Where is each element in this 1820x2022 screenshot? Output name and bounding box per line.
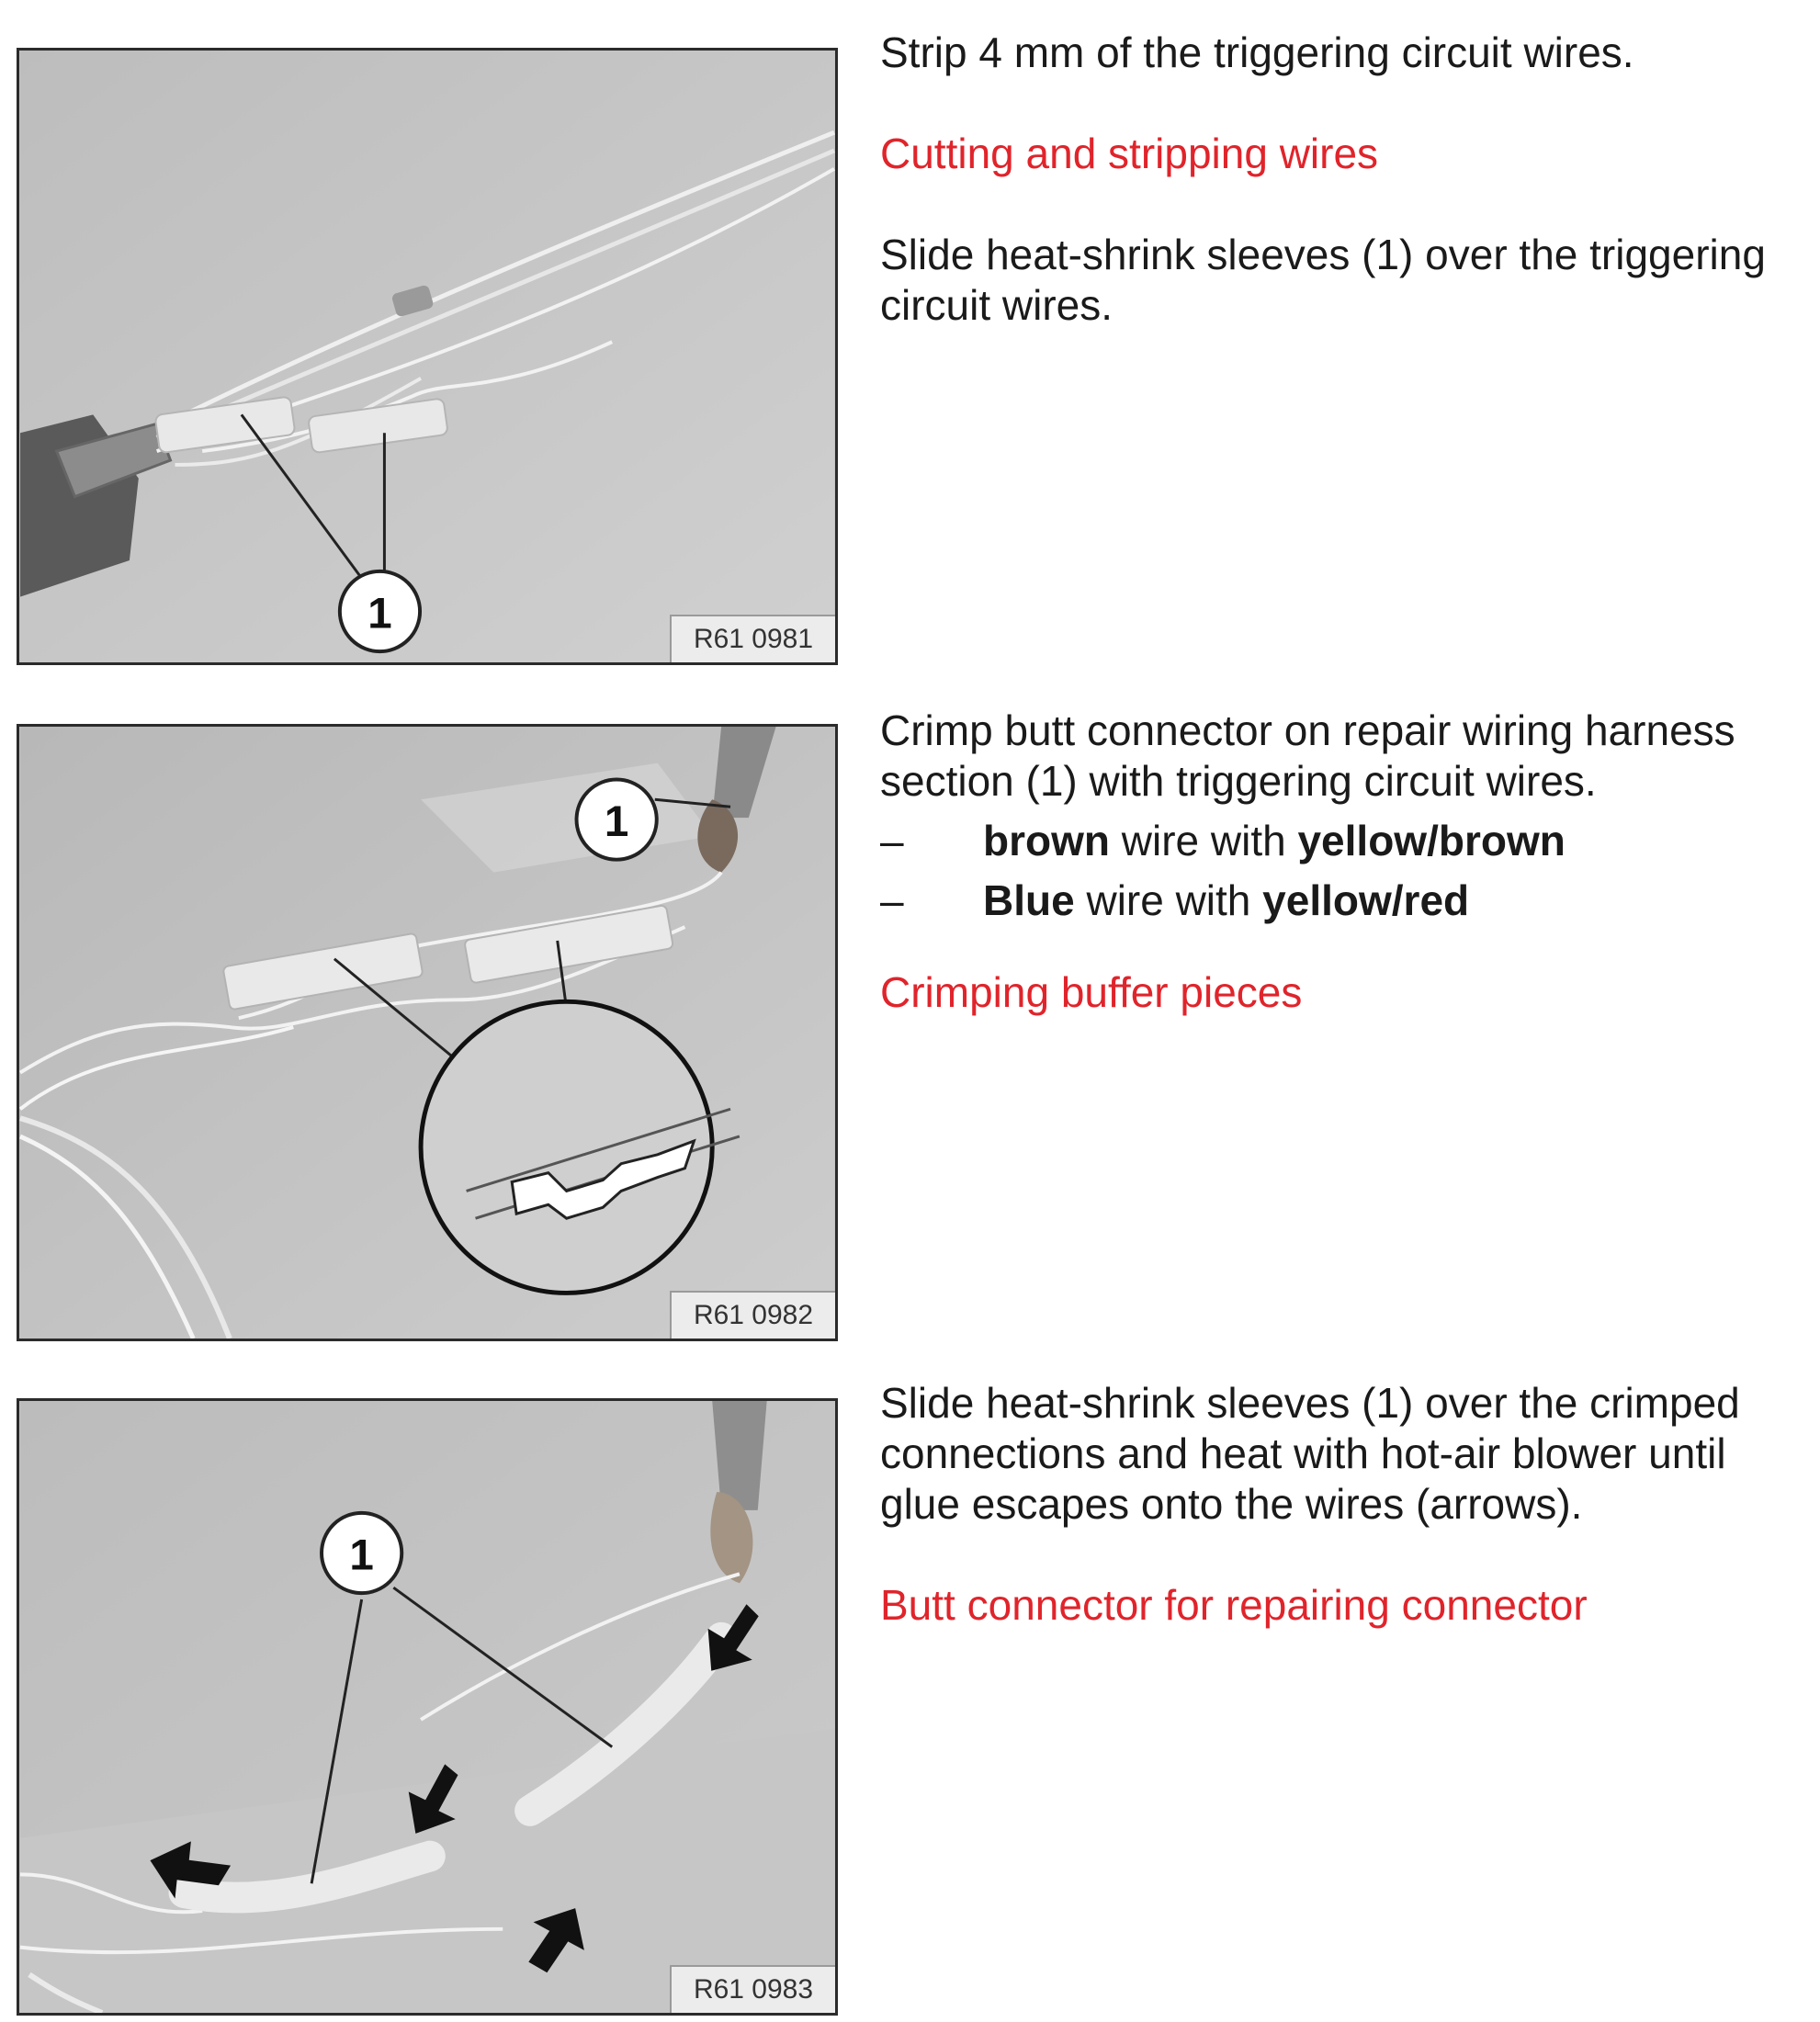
bullet-item xyxy=(880,816,1799,866)
figure-1-stripping-wires xyxy=(17,48,838,665)
figure-2-illustration xyxy=(19,727,835,1339)
section-2-text xyxy=(880,706,1799,1018)
instruction-text: Slide heat-shrink sleeves (1) over the crimped connections and heat with hot-air blower until glue escapes onto the wires (arrows). xyxy=(880,1379,1740,1528)
figure-1-illustration xyxy=(19,51,835,662)
section-3-text xyxy=(880,1378,1799,1631)
instruction-text: Crimp butt connector on repair wiring harness section (1) with triggering circuit wires. xyxy=(880,706,1735,805)
bullet-connector: wire with xyxy=(1109,817,1298,864)
bullet-dash: – xyxy=(880,817,904,864)
figure-3-illustration xyxy=(19,1401,835,2013)
figure-code: R61 0981 xyxy=(670,615,835,662)
instruction-text: Slide heat-shrink sleeves (1) over the triggering circuit wires. xyxy=(880,231,1766,329)
bullet-item xyxy=(880,875,1799,926)
wire-color: yellow/red xyxy=(1262,876,1470,924)
figure-2-crimping xyxy=(17,724,838,1341)
wire-color: Blue xyxy=(983,876,1075,924)
instruction-text: Strip 4 mm of the triggering circuit wires. xyxy=(880,28,1634,76)
callout-1: 1 xyxy=(349,1531,374,1580)
bullet-connector: wire with xyxy=(1074,876,1263,924)
callout-1: 1 xyxy=(367,589,392,638)
figure-code: R61 0983 xyxy=(670,1965,835,2013)
bullet-dash: – xyxy=(880,876,904,924)
section-1-text xyxy=(880,28,1799,331)
section-heading: Crimping buffer pieces xyxy=(880,968,1303,1016)
wire-color: yellow/brown xyxy=(1297,817,1566,864)
figure-code: R61 0982 xyxy=(670,1291,835,1339)
section-heading: Butt connector for repairing connector xyxy=(880,1581,1588,1629)
section-heading: Cutting and stripping wires xyxy=(880,130,1379,177)
callout-1: 1 xyxy=(604,796,629,846)
wire-color: brown xyxy=(983,817,1110,864)
figure-3-heat-shrink xyxy=(17,1398,838,2016)
